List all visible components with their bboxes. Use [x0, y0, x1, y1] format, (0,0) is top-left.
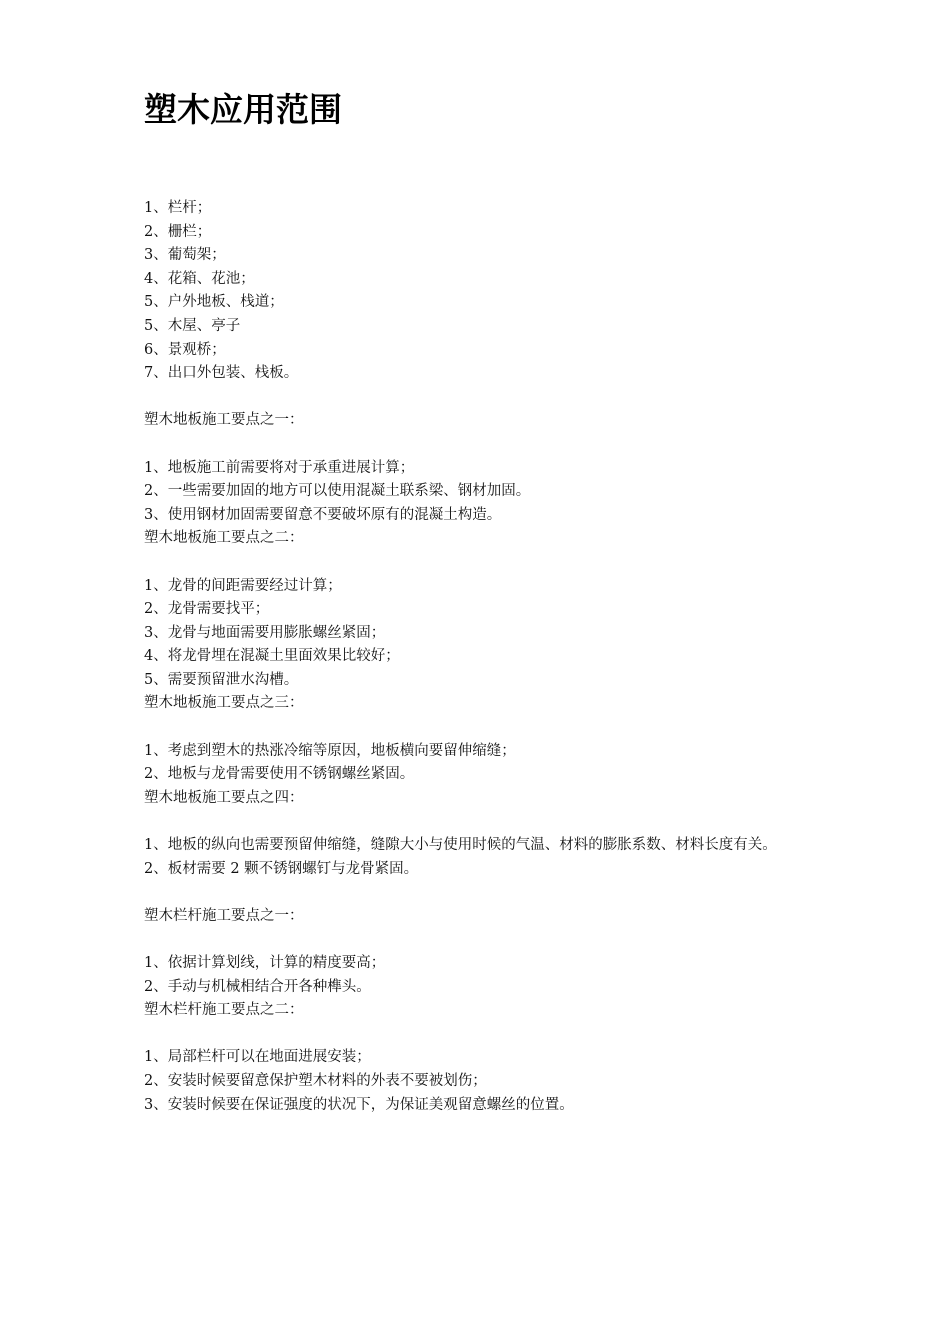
spacer	[144, 433, 804, 457]
document-body	[144, 197, 804, 1117]
section-floor-4	[144, 787, 804, 881]
scope-item: 6、景观桥；	[144, 341, 226, 358]
scope-item: 4、花箱、花池；	[144, 270, 255, 287]
section-item: 1、龙骨的间距需要经过计算；	[144, 577, 342, 594]
section-railing-2	[144, 999, 804, 1117]
scope-item: 5、木屋、亭子	[144, 317, 241, 334]
section-floor-1	[144, 409, 804, 527]
section-item: 2、地板与龙骨需要使用不锈钢螺丝紧固。	[144, 766, 415, 783]
section-floor-2	[144, 527, 804, 692]
scope-item: 7、出口外包装、栈板。	[144, 365, 299, 382]
scope-item: 2、栅栏；	[144, 223, 212, 240]
scope-item: 5、户外地板、栈道；	[144, 294, 284, 311]
section-item: 2、板材需要 2 颗不锈钢螺钉与龙骨紧固。	[144, 860, 419, 877]
section-item: 1、依据计算划线，计算的精度要高；	[144, 955, 386, 971]
scope-list	[144, 197, 804, 386]
section-item: 5、需要预留泄水沟槽。	[144, 671, 299, 688]
section-heading: 塑木地板施工要点之三：	[144, 695, 304, 712]
section-heading: 塑木地板施工要点之二：	[144, 530, 304, 547]
spacer	[144, 386, 804, 410]
section-item: 1、地板施工前需要将对于承重进展计算；	[144, 459, 415, 476]
section-floor-3	[144, 692, 804, 786]
section-item: 1、考虑到塑木的热涨冷缩等原因，地板横向要留伸缩缝；	[144, 742, 516, 759]
document-title: 塑木应用范围	[144, 90, 342, 129]
section-railing-1	[144, 905, 804, 999]
spacer	[144, 810, 804, 834]
scope-item: 3、葡萄架；	[144, 247, 226, 264]
section-item: 3、龙骨与地面需要用膨胀螺丝紧固；	[144, 624, 386, 641]
section-item: 2、一些需要加固的地方可以使用混凝土联系梁、钢材加固。	[144, 483, 531, 500]
section-item: 2、安装时候要留意保护塑木材料的外表不要被划伤；	[144, 1072, 487, 1089]
spacer	[144, 551, 804, 575]
section-heading: 塑木栏杆施工要点之二：	[144, 1002, 304, 1019]
section-heading: 塑木栏杆施工要点之一：	[144, 907, 304, 924]
section-heading: 塑木地板施工要点之四：	[144, 789, 304, 806]
spacer	[144, 881, 804, 905]
section-item: 3、安装时候要在保证强度的状况下，为保证美观留意螺丝的位置。	[144, 1096, 574, 1113]
section-item: 1、地板的纵向也需要预留伸缩缝，缝隙大小与使用时候的气温、材料的膨胀系数、材料长度有关。	[144, 837, 777, 854]
section-item: 2、龙骨需要找平；	[144, 601, 270, 618]
spacer	[144, 1023, 804, 1047]
section-item: 1、局部栏杆可以在地面进展安装；	[144, 1049, 371, 1066]
spacer	[144, 928, 804, 952]
spacer	[144, 716, 804, 740]
section-item: 4、将龙骨埋在混凝土里面效果比较好；	[144, 648, 400, 665]
section-item: 2、手动与机械相结合开各种榫头。	[144, 978, 371, 995]
section-item: 3、使用钢材加固需要留意不要破坏原有的混凝土构造。	[144, 506, 502, 523]
section-heading: 塑木地板施工要点之一：	[144, 412, 304, 429]
scope-item: 1、栏杆；	[144, 200, 212, 216]
